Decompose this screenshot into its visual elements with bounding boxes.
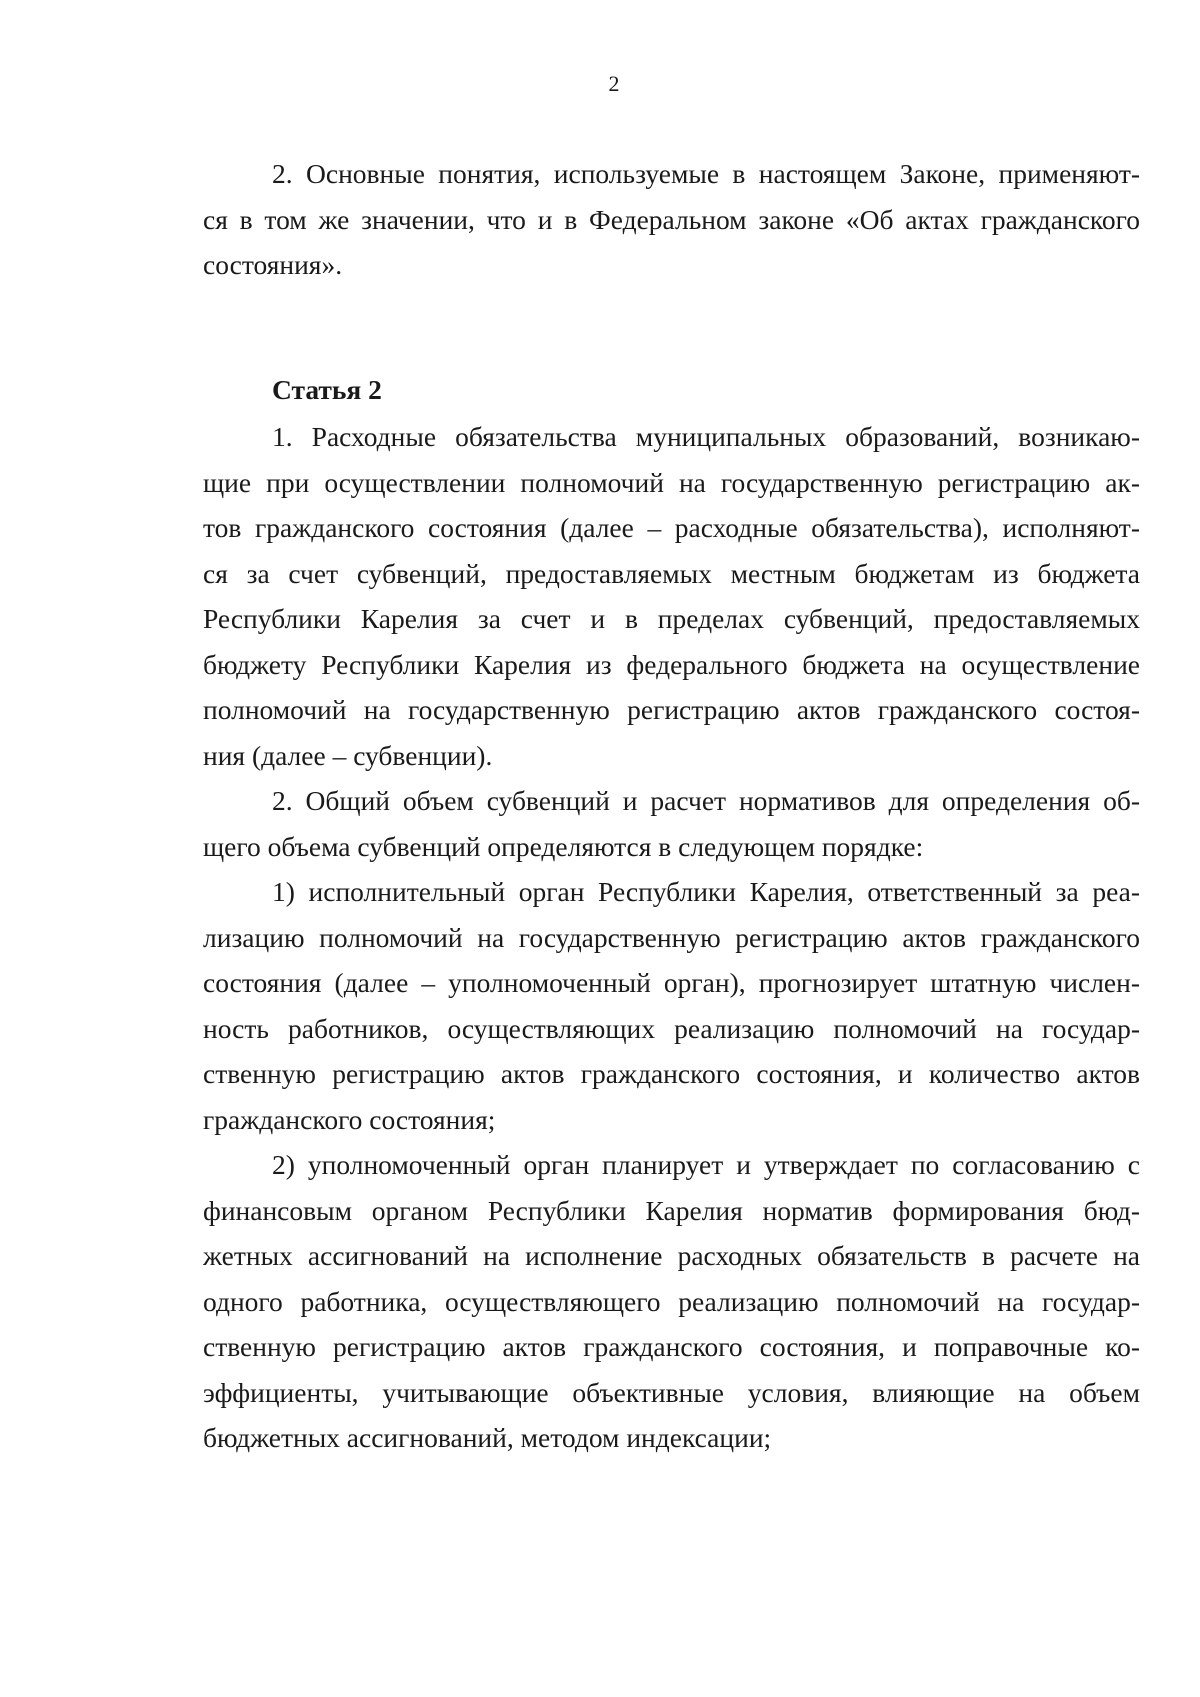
- text-line: бюджету Республики Карелия из федерального бюджета на осуществление: [203, 648, 1140, 680]
- text-line: ственную регистрацию актов гражданского состояния, и количество актов: [203, 1058, 1140, 1089]
- text-line: 2) уполномоченный орган планирует и утверждает по согласованию с: [272, 1149, 1140, 1180]
- text-line: ния (далее – субвенции).: [203, 739, 493, 771]
- text-line: 2. Основные понятия, используемые в настоящем Законе, применяют-: [272, 158, 1140, 189]
- text-line: ся в том же значении, что и в Федеральном законе «Об актах гражданского: [203, 203, 1140, 235]
- article-heading: Статья 2: [272, 374, 382, 405]
- text-line: состояния (далее – уполномоченный орган), прогнозирует штатную числен-: [203, 967, 1140, 998]
- text-line: тов гражданского состояния (далее – расходные обязательства), исполняют-: [203, 512, 1140, 543]
- text-line: Республики Карелия за счет и в пределах субвенций, предоставляемых: [203, 603, 1140, 634]
- text-line: щие при осуществлении полномочий на государственную регистрацию ак-: [203, 466, 1140, 498]
- paragraph-definitions: [203, 151, 1140, 288]
- text-line: полномочий на государственную регистрацию актов гражданского состоя-: [203, 694, 1140, 725]
- text-line: ность работников, осуществляющих реализацию полномочий на государ-: [203, 1012, 1140, 1044]
- text-line: финансовым органом Республики Карелия норматив формирования бюд-: [203, 1194, 1140, 1226]
- text-line: щего объема субвенций определяются в следующем порядке:: [203, 830, 924, 862]
- text-line: 2. Общий объем субвенций и расчет нормативов для определения об-: [272, 785, 1140, 816]
- paragraph-article-2-item-2: [203, 778, 1140, 869]
- text-line: гражданского состояния;: [203, 1103, 496, 1135]
- paragraph-sub-item-2: [203, 1142, 1140, 1461]
- text-line: одного работника, осуществляющего реализацию полномочий на государ-: [203, 1285, 1140, 1317]
- text-line: 1. Расходные обязательства муниципальных образований, возникаю-: [272, 421, 1140, 452]
- text-line: ственную регистрацию актов гражданского состояния, и поправочные ко-: [203, 1331, 1140, 1362]
- paragraph-article-2-item-1: [203, 414, 1140, 778]
- paragraph-sub-item-1: [203, 869, 1140, 1142]
- text-line: жетных ассигнований на исполнение расходных обязательств в расчете на: [203, 1240, 1140, 1271]
- text-line: 1) исполнительный орган Республики Карелия, ответственный за реа-: [272, 876, 1140, 907]
- page-number: 2: [608, 71, 620, 96]
- text-line: состояния».: [203, 249, 343, 280]
- text-line: бюджетных ассигнований, методом индексации;: [203, 1422, 772, 1453]
- text-line: лизацию полномочий на государственную регистрацию актов гражданского: [203, 921, 1140, 953]
- text-line: ся за счет субвенций, предоставляемых местным бюджетам из бюджета: [203, 557, 1140, 589]
- text-line: эффициенты, учитывающие объективные условия, влияющие на объем: [203, 1376, 1140, 1408]
